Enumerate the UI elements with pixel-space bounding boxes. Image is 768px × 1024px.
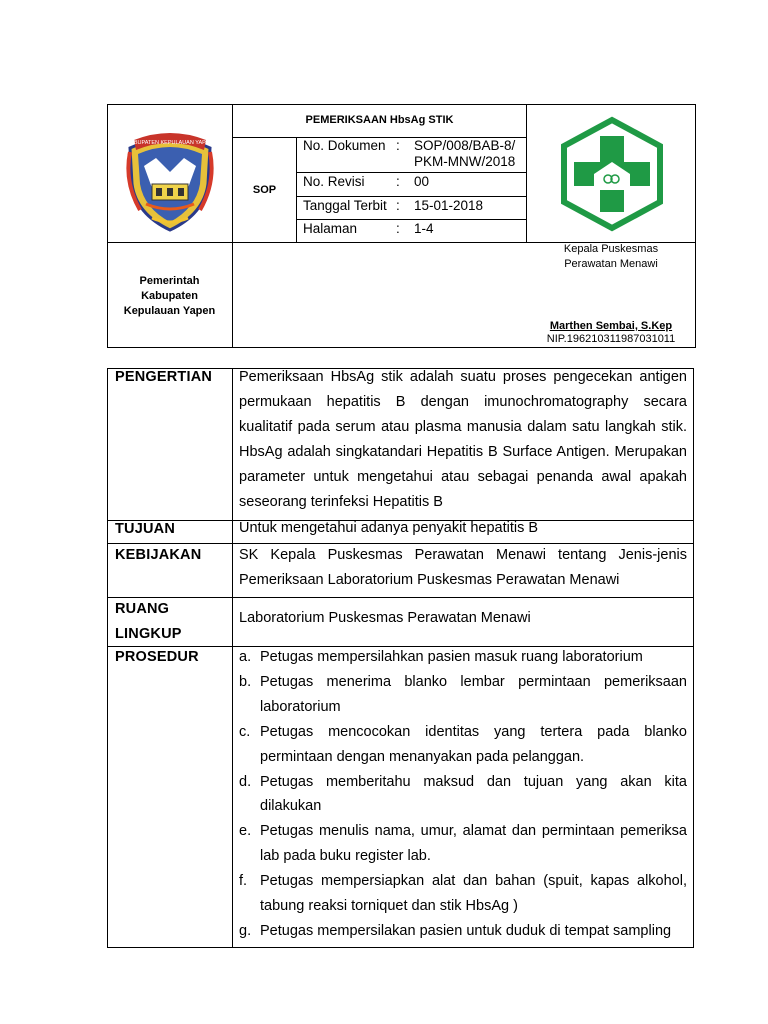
item-text: Petugas mempersilahkan pasien masuk ruang laboratorium <box>260 649 643 665</box>
border-line <box>296 196 526 197</box>
approver-name: Marthen Sembai, S.Kep <box>549 320 673 332</box>
approver-title <box>527 242 695 272</box>
org-name <box>107 274 232 319</box>
sop-header-table <box>107 104 696 348</box>
item-marker: d. <box>239 773 252 790</box>
section-label-prosedur: PROSEDUR <box>115 649 199 665</box>
section-text-pengertian: Pemeriksaan HbsAg stik adalah suatu proses pengecekan antigen permukaan hepatitis B dengan imunochromatography secara kualitatif pada serum atau plasma manusia dalam satu langkah stik. HbsAg adalah singkatandari Hepatitis B Surface Antigen. Merupakan parameter untuk mengetahui atau sebagai penanda awal apakah seseorang terinfeksi Hepatitis B <box>239 369 687 510</box>
border-line <box>693 368 694 948</box>
border-line <box>296 172 526 173</box>
org-line: Kepulauan Yapen <box>123 305 216 317</box>
item-text: Petugas mencocokan identitas yang tertera pada blanko permintaan dengan menanyakan pada pelanggan. <box>260 723 687 765</box>
field-label-halaman: Halaman <box>303 221 358 236</box>
border-line <box>107 597 694 598</box>
border-line <box>526 104 527 243</box>
field-value-tanggal: 15-01-2018 <box>414 198 484 213</box>
border-line <box>107 947 694 948</box>
sop-label: SOP <box>252 184 277 196</box>
field-value-halaman: 1-4 <box>414 221 434 236</box>
section-label-kebijakan: KEBIJAKAN <box>115 547 202 563</box>
item-marker: b. <box>239 673 252 690</box>
item-text: Petugas mempersiapkan alat dan bahan (spuit, kapas alkohol, tabung reaksi torniquet dan stik HbsAg ) <box>260 873 687 915</box>
procedure-item <box>239 670 687 720</box>
field-value-revisi: 00 <box>414 174 430 189</box>
section-label-ruang-lingkup <box>115 597 182 647</box>
field-sep: : <box>396 198 400 213</box>
procedure-item <box>239 720 687 770</box>
org-line: Kabupaten <box>141 290 198 302</box>
procedure-list <box>239 645 687 944</box>
procedure-item <box>239 819 687 869</box>
section-text-ruang-lingkup: Laboratorium Puskesmas Perawatan Menawi <box>239 610 531 626</box>
procedure-item <box>239 919 687 944</box>
item-text: Petugas menulis nama, umur, alamat dan permintaan pemeriksa lab pada buku register lab. <box>260 823 687 865</box>
border-line <box>296 137 297 243</box>
item-text: Petugas menerima blanko lembar permintaan pemeriksaan laboratorium <box>260 673 687 715</box>
field-label-dokumen: No. Dokumen <box>303 138 386 153</box>
approver-line: Perawatan Menawi <box>564 258 658 270</box>
item-marker: a. <box>239 649 252 665</box>
section-label-tujuan: TUJUAN <box>115 521 176 537</box>
org-line: Pemerintah <box>139 275 200 287</box>
item-marker: c. <box>239 723 251 740</box>
kabupaten-emblem-logo <box>122 122 218 234</box>
puskesmas-logo <box>556 116 668 232</box>
field-value-dokumen-line2: PKM-MNW/2018 <box>414 154 516 169</box>
label-line: RUANG <box>115 601 170 617</box>
field-label-revisi: No. Revisi <box>303 174 365 189</box>
field-value-dokumen-line1: SOP/008/BAB-8/ <box>414 138 516 153</box>
emblem-banner-text: KABUPATEN KEPULAUAN YAPEN <box>126 140 214 146</box>
field-label-tanggal: Tanggal Terbit <box>303 198 387 213</box>
procedure-item <box>239 770 687 820</box>
section-text-tujuan: Untuk mengetahui adanya penyakit hepatitis B <box>239 520 539 536</box>
field-sep: : <box>396 138 400 153</box>
border-line <box>107 104 696 105</box>
procedure-item <box>239 645 687 670</box>
approver-line: Kepala Puskesmas <box>563 243 659 255</box>
border-line <box>107 347 696 348</box>
section-text-kebijakan: SK Kepala Puskesmas Perawatan Menawi tentang Jenis-jenis Pemeriksaan Laboratorium Puskesmas Perawatan Menawi <box>239 547 687 588</box>
label-line: LINGKUP <box>115 625 182 642</box>
document-title: PEMERIKSAAN HbsAg STIK <box>305 114 454 126</box>
border-line <box>232 104 233 348</box>
procedure-item <box>239 869 687 919</box>
border-line <box>695 104 696 348</box>
section-label-pengertian: PENGERTIAN <box>115 369 213 385</box>
border-line <box>232 368 233 948</box>
item-marker: e. <box>239 823 252 840</box>
field-sep: : <box>396 221 400 236</box>
border-line <box>107 368 108 948</box>
border-line <box>296 219 526 220</box>
item-text: Petugas mempersilakan pasien untuk duduk di tempat sampling <box>260 922 672 939</box>
item-marker: f. <box>239 873 248 890</box>
item-marker: g. <box>239 922 252 939</box>
approver-nip: NIP.196210311987031011 <box>546 333 676 345</box>
field-sep: : <box>396 174 400 189</box>
item-text: Petugas memberitahu maksud dan tujuan yang akan kita dilakukan <box>260 773 687 815</box>
sop-content-table <box>107 368 694 948</box>
